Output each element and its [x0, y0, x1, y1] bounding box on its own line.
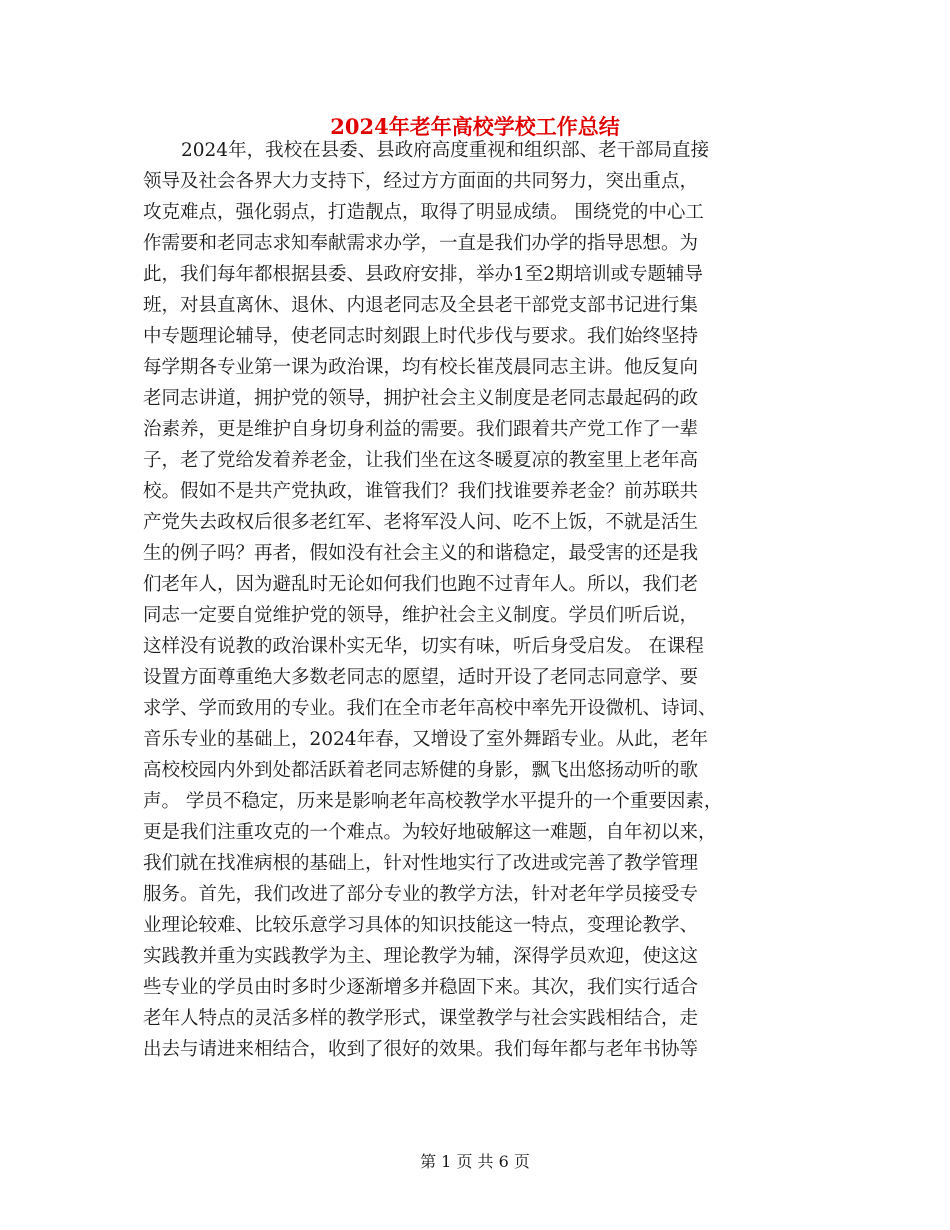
body-line: 同志一定要自觉维护党的领导，维护社会主义制度。学员们听后说， — [143, 605, 699, 626]
body-line: 中专题理论辅导，使老同志时刻跟上时代步伐与要求。我们始终坚持 — [143, 326, 699, 347]
body-line: 设置方面尊重绝大多数老同志的愿望，适时开设了老同志同意学、要 — [143, 667, 699, 688]
body-line: 求学、学而致用的专业。我们在全市老年高校中率先开设微机、诗词、 — [143, 698, 717, 719]
body-line: 音乐专业的基础上，2024年春，又增设了室外舞蹈专业。从此，老年 — [143, 729, 709, 750]
body-line: 业理论较难、比较乐意学习具体的知识技能这一特点，变理论教学、 — [143, 915, 699, 936]
body-line: 领导及社会各界大力支持下，经过方方面面的共同努力，突出重点， — [143, 171, 699, 192]
body-line: 更是我们注重攻克的一个难点。为较好地破解这一难题，自年初以来， — [143, 822, 717, 843]
body-line: 老同志讲道，拥护党的领导，拥护社会主义制度是老同志最起码的政 — [143, 388, 699, 409]
body-line: 治素养，更是维护自身切身利益的需要。我们跟着共产党工作了一辈 — [143, 419, 699, 440]
body-line: 子，老了党给发着养老金，让我们坐在这冬暖夏凉的教室里上老年高 — [143, 450, 699, 471]
body-line: 作需要和老同志求知奉献需求办学，一直是我们办学的指导思想。为 — [143, 233, 699, 254]
body-line: 老年人特点的灵活多样的教学形式，课堂教学与社会实践相结合，走 — [143, 1008, 699, 1029]
body-line: 2024年，我校在县委、县政府高度重视和组织部、老干部局直接 — [181, 140, 710, 161]
body-line: 实践教并重为实践教学为主、理论教学为辅，深得学员欢迎，使这这 — [143, 946, 699, 967]
page-number-footer: 第 1 页 共 6 页 — [420, 1152, 530, 1171]
body-line: 攻克难点，强化弱点，打造靓点，取得了明显成绩。 围绕党的中心工 — [143, 202, 704, 223]
body-line: 每学期各专业第一课为政治课，均有校长崔茂晨同志主讲。他反复向 — [143, 357, 699, 378]
body-line: 班，对县直离休、退休、内退老同志及全县老干部党支部书记进行集 — [143, 295, 699, 316]
body-line: 高校校园内外到处都活跃着老同志矫健的身影，飘飞出悠扬动听的歌 — [143, 760, 699, 781]
body-line: 些专业的学员由时多时少逐渐增多并稳固下来。其次，我们实行适合 — [143, 977, 699, 998]
body-line: 声。 学员不稳定，历来是影响老年高校教学水平提升的一个重要因素， — [143, 791, 723, 812]
body-line: 此，我们每年都根据县委、县政府安排，举办1至2期培训或专题辅导 — [143, 264, 704, 285]
body-line: 我们就在找准病根的基础上，针对性地实行了改进或完善了教学管理 — [143, 853, 699, 874]
document-title: 2024年老年高校学校工作总结 — [330, 114, 620, 139]
body-line: 校。假如不是共产党执政，谁管我们？我们找谁要养老金？前苏联共 — [143, 481, 699, 502]
document-body — [143, 135, 823, 1065]
body-line: 们老年人，因为避乱时无论如何我们也跑不过青年人。所以，我们老 — [143, 574, 699, 595]
body-line: 出去与请进来相结合，收到了很好的效果。我们每年都与老年书协等 — [143, 1039, 699, 1060]
body-line: 这样没有说教的政治课朴实无华，切实有味，听后身受启发。 在课程 — [143, 636, 704, 657]
body-line: 服务。首先，我们改进了部分专业的教学方法，针对老年学员接受专 — [143, 884, 699, 905]
body-line: 生的例子吗？再者，假如没有社会主义的和谐稳定，最受害的还是我 — [143, 543, 699, 564]
body-line: 产党失去政权后很多老红军、老将军没人问、吃不上饭，不就是活生 — [143, 512, 699, 533]
